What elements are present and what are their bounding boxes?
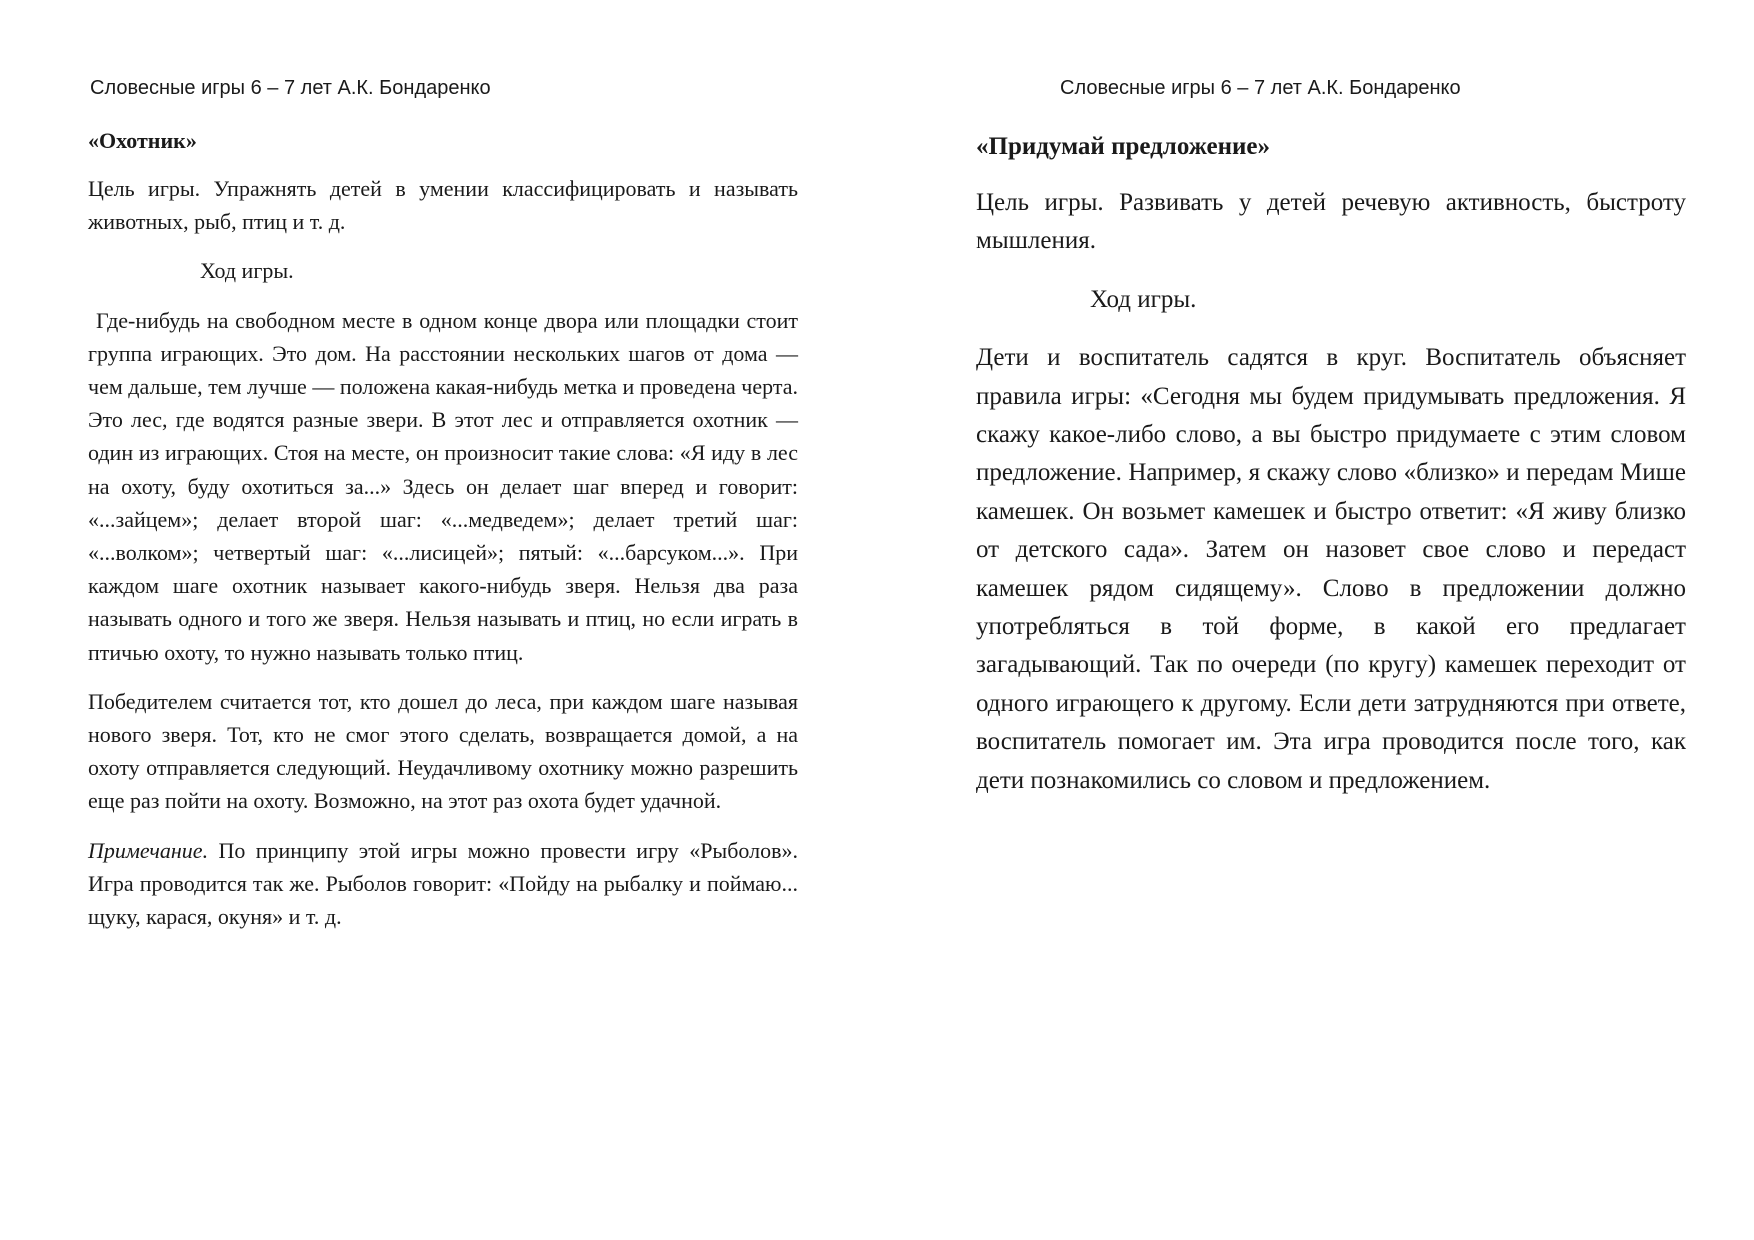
left-game-goal: Цель игры. Упражнять детей в умении классифицировать и называть животных, рыб, птиц и т. д. bbox=[88, 176, 798, 235]
note-label: Примечание. bbox=[88, 837, 209, 863]
left-move-heading: Ход игры. bbox=[200, 258, 294, 284]
left-game-title: «Охотник» bbox=[88, 128, 197, 153]
left-paragraph-rules: Где-нибудь на свободном месте в одном конце двора или площадки стоит группа играющих. Это дом. На расстоянии нескольких шагов от дома — чем дальше, тем лучше — положена какая-нибудь метка и проведена черта. Это лес, где водятся разные звери. В этот лес и отправляется охотник — один из играющих. Стоя на месте, он произносит такие слова: «Я иду в лес на охоту, буду охотиться за...» Здесь он делает шаг вперед и говорит: «...зайцем»; делает второй шаг: «...медведем»; делает третий шаг: «...волком»; четвертый шаг: «...лисицей»; пятый: «...барсуком...». При каждом шаге охотник называет какого-нибудь зверя. Нельзя два раза называть одного и того же зверя. Нельзя называть и птиц, но если играть в птичью охоту, то нужно называть только птиц. bbox=[88, 307, 798, 665]
right-paragraph-rules: Дети и воспитатель садятся в круг. Воспитатель объясняет правила игры: «Сегодня мы будем придумывать предложения. Я скажу какое-либо слово, а вы быстро придумаете с этим словом предложение. Например, я скажу слово «близко» и передам Мише камешек. Он возьмет камешек и быстро ответит: «Я живу близко от детского сада». Затем он назовет свое слово и передаст камешек рядом сидящему». Слово в предложении должно употребляться в той форме, в какой его предлагает загадывающий. Так по очереди (по кругу) камешек переходит от одного играющего к другому. Если дети затрудняются при ответе, воспитатель помогает им. Эта игра проводится после того, как дети познакомились со словом и предложением. bbox=[976, 344, 1686, 794]
left-page bbox=[88, 0, 798, 1240]
left-note bbox=[88, 834, 798, 934]
left-paragraph-winner: Победителем считается тот, кто дошел до леса, при каждом шаге называя нового зверя. Тот, кто не смог этого сделать, возвращается домой, а на охоту отправляется следующий. Неудачливому охотнику можно разрешить еще раз пойти на охоту. Возможно, на этот раз охота будет удачной. bbox=[88, 688, 798, 814]
right-game-goal: Цель игры. Развивать у детей речевую активность, быстроту мышления. bbox=[976, 189, 1686, 255]
right-move-heading: Ход игры. bbox=[1090, 285, 1197, 313]
right-game-title: «Придумай предложение» bbox=[976, 133, 1271, 160]
right-page-header: Словесные игры 6 – 7 лет А.К. Бондаренко bbox=[1060, 77, 1461, 99]
note-text: По принципу этой игры можно провести игру «Рыболов». Игра проводится так же. Рыболов говорит: «Пойду на рыбалку и поймаю... щуку, карася, окуня» и т. д. bbox=[88, 837, 798, 930]
left-page-header: Словесные игры 6 – 7 лет А.К. Бондаренко bbox=[90, 77, 491, 99]
right-page bbox=[976, 0, 1686, 1240]
